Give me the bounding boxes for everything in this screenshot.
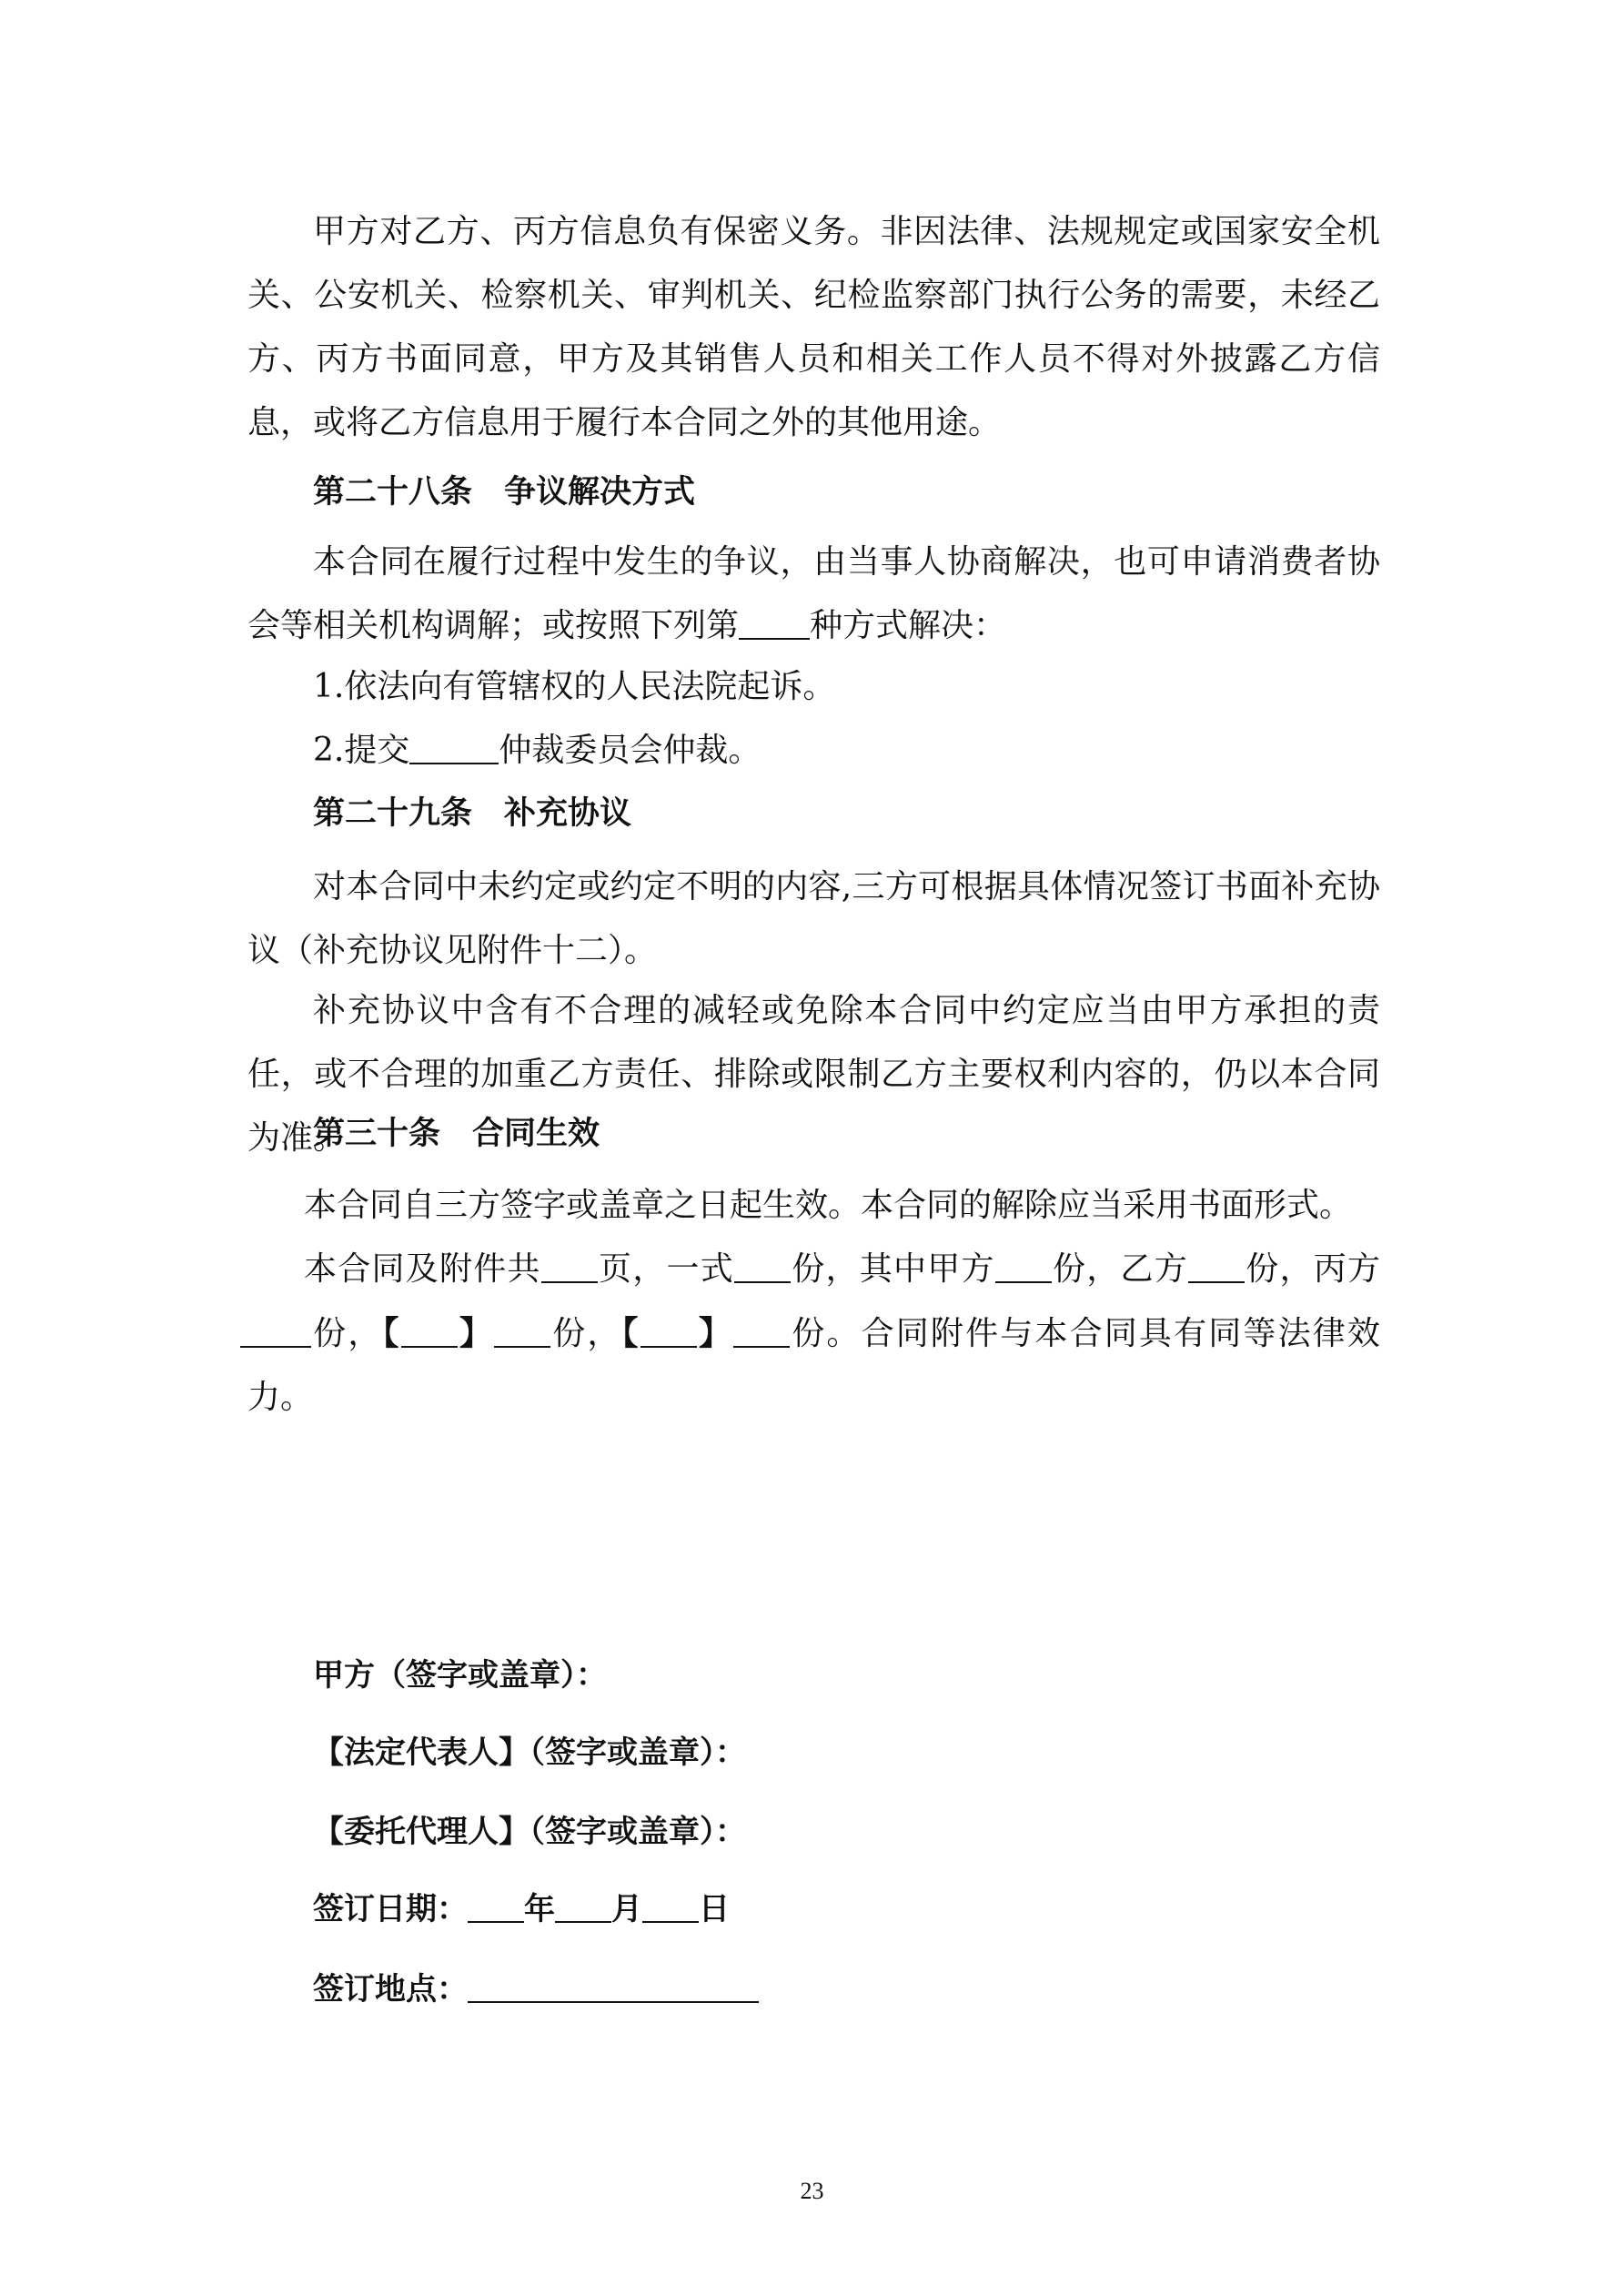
effect-paragraph: 本合同自三方签字或盖章之日起生效。本合同的解除应当采用书面形式。 <box>304 1187 1353 1224</box>
dispute-option-blank <box>739 605 810 640</box>
article-29-heading: 第二十九条 补充协议 <box>313 795 632 832</box>
other-party-2-blank <box>641 1313 697 1348</box>
article-28-heading: 第二十八条 争议解决方式 <box>313 474 696 511</box>
copies-bracket-open-1: 【 <box>382 1314 401 1352</box>
party-a-signature-label: 甲方（签字或盖章）： <box>313 1657 607 1694</box>
copies-text-2: 页，一式 <box>597 1250 734 1288</box>
year-blank <box>468 1890 524 1923</box>
arbitration-commission-blank <box>409 730 499 764</box>
copies-paragraph <box>247 1238 1380 1430</box>
agent-signature-label: 【委托代理人】（签字或盖章）： <box>313 1814 746 1850</box>
dispute-text-b: 种方式解决： <box>810 607 1007 644</box>
option2-text-b: 仲裁委员会仲裁。 <box>499 732 762 769</box>
signing-date-label: 签订日期： <box>313 1891 468 1927</box>
supplement-paragraph-1: 对本合同中未约定或约定不明的内容,三方可根据具体情况签订书面补充协议（补充协议见附件十二）。 <box>247 868 1380 969</box>
dispute-option-2 <box>247 719 1380 783</box>
copies-text-1: 本合同及附件共 <box>304 1250 541 1288</box>
party-c-copies-blank <box>240 1313 311 1348</box>
copies-text-12: 份。合同附件与本合同具有同等法律效力。 <box>247 1315 1380 1416</box>
legal-rep-signature-label: 【法定代表人】（签字或盖章）： <box>313 1735 746 1771</box>
day-blank <box>642 1890 699 1923</box>
copies-bracket-close-1: 】 <box>457 1314 495 1352</box>
option2-text-a: 2.提交 <box>313 732 410 769</box>
copies-bracket-open-2: 【 <box>621 1314 641 1352</box>
copies-text-4: 份，乙方 <box>1051 1250 1188 1288</box>
copies-text-6: 份， <box>311 1315 383 1352</box>
copies-bracket-close-2: 】 <box>696 1314 734 1352</box>
copies-text-5: 份，丙方 <box>1244 1250 1380 1288</box>
signing-place-line <box>313 1964 759 2008</box>
signing-date-line <box>313 1884 730 1928</box>
dispute-paragraph <box>247 531 1380 658</box>
month-blank <box>555 1890 611 1923</box>
signing-place-blank <box>468 1970 759 2003</box>
month-label: 月 <box>611 1891 642 1927</box>
other-party-1-blank <box>401 1313 458 1348</box>
supplement-paragraph-2: 补充协议中含有不合理的减轻或免除本合同中约定应当由甲方承担的责任，或不合理的加重乙方责任、排除或限制乙方主要权利内容的，仍以本合同为准。 <box>247 992 1380 1157</box>
pages-blank <box>541 1249 598 1283</box>
other-party-2-copies-blank <box>733 1313 790 1348</box>
year-label: 年 <box>524 1891 555 1927</box>
day-label: 日 <box>699 1891 730 1927</box>
party-a-copies-blank <box>995 1249 1052 1283</box>
copies-text-3: 份，其中甲方 <box>790 1250 995 1288</box>
party-b-copies-blank <box>1188 1249 1245 1283</box>
signing-place-label: 签订地点： <box>313 1971 468 2008</box>
dispute-text-a: 本合同在履行过程中发生的争议，由当事人协商解决，也可申请消费者协会等相关机构调解；或按照下列第 <box>247 543 1380 644</box>
dispute-option-1: 1.依法向有管辖权的人民法院起诉。 <box>313 668 836 705</box>
other-party-1-copies-blank <box>494 1313 550 1348</box>
article-30-heading: 第三十条 合同生效 <box>313 1116 600 1152</box>
copies-total-blank <box>734 1249 791 1283</box>
confidentiality-paragraph: 甲方对乙方、丙方信息负有保密义务。非因法律、法规规定或国家安全机关、公安机关、检察机关、审判机关、纪检监察部门执行公务的需要，未经乙方、丙方书面同意，甲方及其销售人员和相关工作人员不得对外披露乙方信息，或将乙方信息用于履行本合同之外的其他用途。 <box>247 213 1380 441</box>
copies-text-9: 份， <box>550 1315 622 1352</box>
page-number: 23 <box>800 2178 824 2204</box>
